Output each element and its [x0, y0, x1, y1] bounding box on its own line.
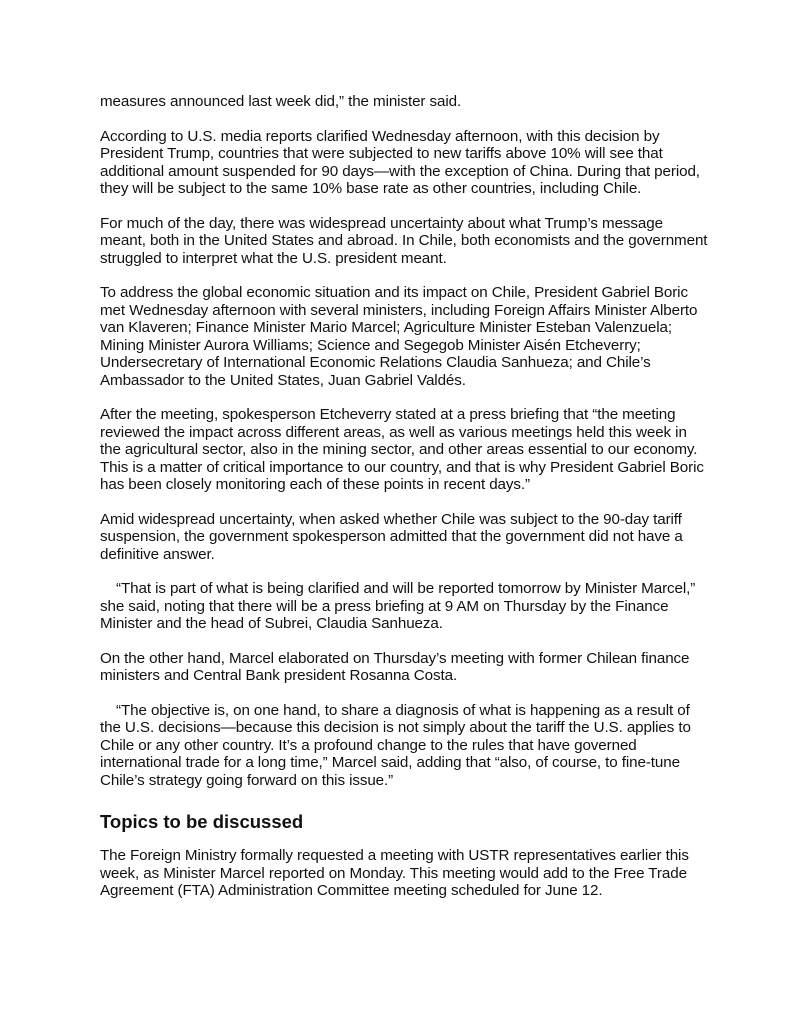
paragraph-7-quote: “That is part of what is being clarified and will be reported tomorrow by Minister Marcel,” she said, noting that there will be a press briefing at 9 AM on Thursday by the Finance Minister and the head of Subrei, Claudia Sanhueza.	[100, 580, 696, 632]
paragraph-3: For much of the day, there was widespread uncertainty about what Trump’s message meant, both in the United States and abroad. In Chile, both economists and the government struggled to interpret what the U.S. president meant.	[100, 214, 708, 267]
paragraph-8: On the other hand, Marcel elaborated on Thursday’s meeting with former Chilean finance ministers and Central Bank president Rosanna Costa.	[100, 649, 690, 684]
paragraph-1: measures announced last week did,” the minister said.	[100, 93, 462, 110]
section-heading: Topics to be discussed	[100, 811, 304, 832]
paragraph-2: According to U.S. media reports clarified Wednesday afternoon, with this decision by President Trump, countries that were subjected to new tariffs above 10% will see that additional amount suspended for 90 days—with the exception of China. During that period, they will be subject to the same 10% base rate as other countries, including Chile.	[100, 127, 700, 197]
paragraph-9-quote: “The objective is, on one hand, to share a diagnosis of what is happening as a result of the U.S. decisions—because this decision is not simply about the tariff the U.S. applies to Chile or any other country. It’s a profound change to the rules that have governed international trade for a long time,” Marcel said, adding that “also, of course, to fine-tune Chile’s strategy going forward on this issue.”	[100, 701, 691, 789]
document-page	[100, 93, 710, 917]
paragraph-4: To address the global economic situation and its impact on Chile, President Gabriel Boric met Wednesday afternoon with several ministers, including Foreign Affairs Minister Alberto van Klaveren; Finance Minister Mario Marcel; Agriculture Minister Esteban Valenzuela; Mining Minister Aurora Williams; Science and Segegob Minister Aisén Etcheverry; Undersecretary of International Economic Relations Claudia Sanhueza; and Chile’s Ambassador to the United States, Juan Gabriel Valdés.	[100, 284, 698, 389]
paragraph-6: Amid widespread uncertainty, when asked whether Chile was subject to the 90-day tariff suspension, the government spokesperson admitted that the government did not have a definitive answer.	[100, 510, 683, 563]
paragraph-5: After the meeting, spokesperson Etcheverry stated at a press briefing that “the meeting reviewed the impact across different areas, as well as various meetings held this week in the agricultural sector, also in the mining sector, and other areas essential to our economy. This is a matter of critical importance to our country, and that is why President Gabriel Boric has been closely monitoring each of these points in recent days.”	[100, 406, 704, 493]
paragraph-10: The Foreign Ministry formally requested a meeting with USTR representatives earlier this week, as Minister Marcel reported on Monday. This meeting would add to the Free Trade Agreement (FTA) Administration Committee meeting scheduled for June 12.	[100, 847, 689, 899]
